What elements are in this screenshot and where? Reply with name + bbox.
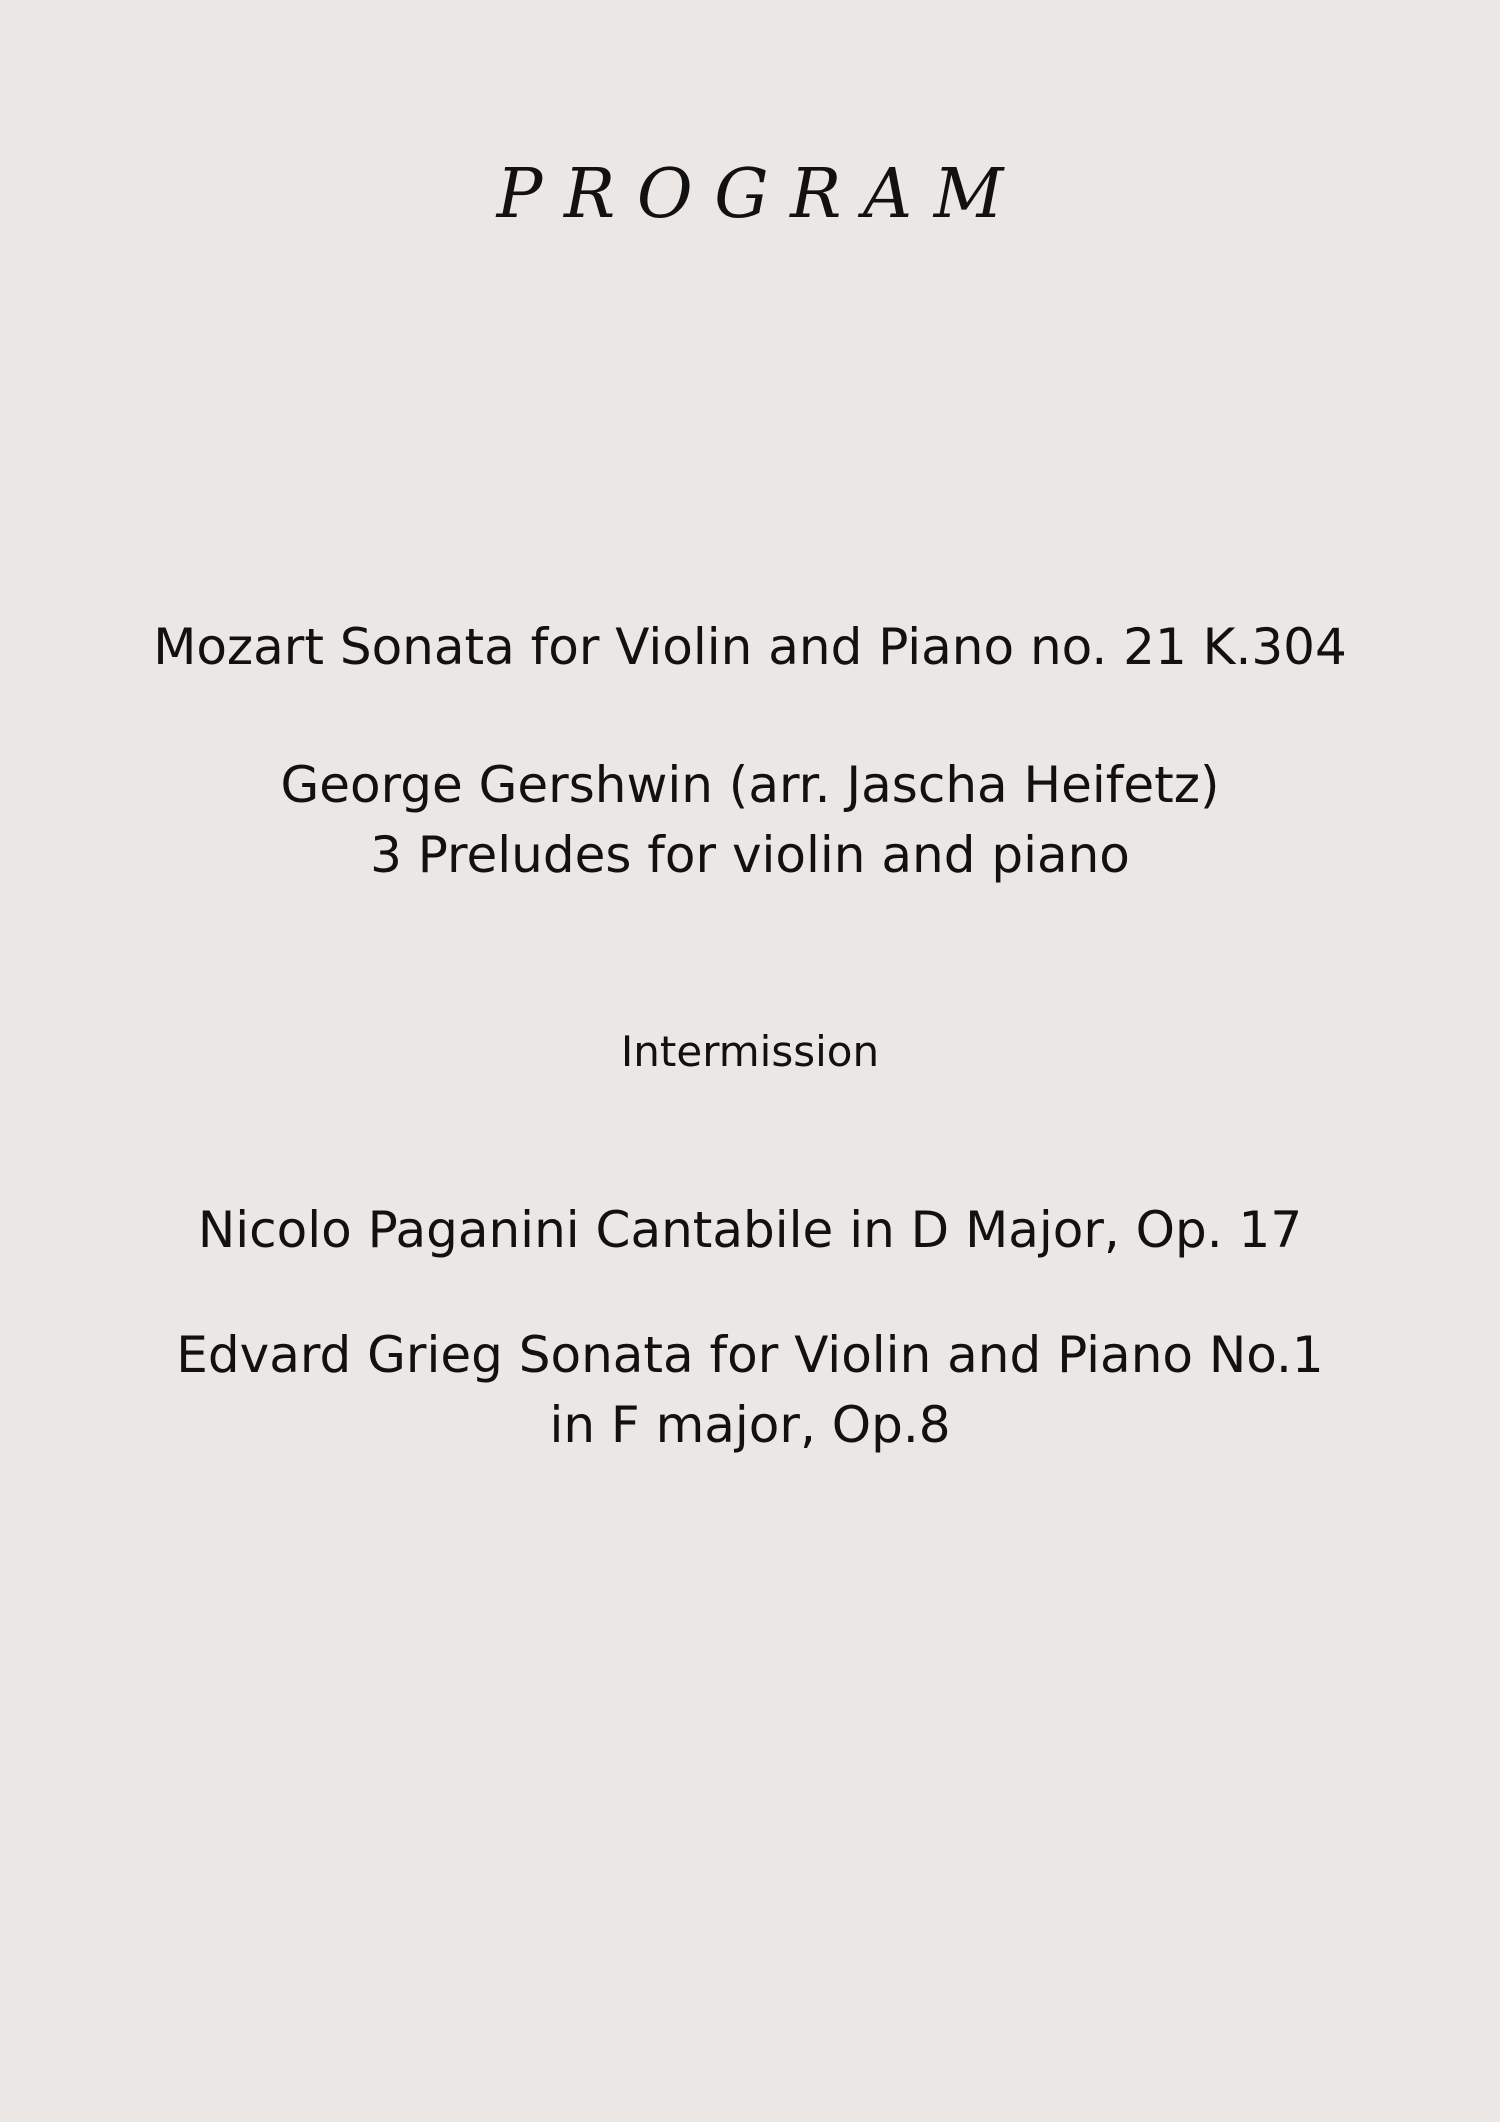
program-title: P R O G R A M xyxy=(496,155,1004,234)
program-item-text: Mozart Sonata for Violin and Piano no. 21 K.304 xyxy=(153,618,1347,676)
program-item-gershwin xyxy=(0,750,1500,890)
program-item-subtext: 3 Preludes for violin and piano xyxy=(370,826,1130,884)
program-item-text: Edvard Grieg Sonata for Violin and Piano No.1 xyxy=(176,1326,1324,1384)
program-item-subtext: in F major, Op.8 xyxy=(549,1396,951,1454)
program-item-paganini xyxy=(0,1195,1500,1265)
program-item-text: Intermission xyxy=(620,1027,880,1076)
program-item-grieg xyxy=(0,1320,1500,1460)
program-item-mozart xyxy=(0,612,1500,682)
program-item-text: Nicolo Paganini Cantabile in D Major, Op. 17 xyxy=(197,1201,1303,1259)
program-item-text: George Gershwin (arr. Jascha Heifetz) xyxy=(280,756,1220,814)
intermission-label xyxy=(0,1022,1500,1082)
